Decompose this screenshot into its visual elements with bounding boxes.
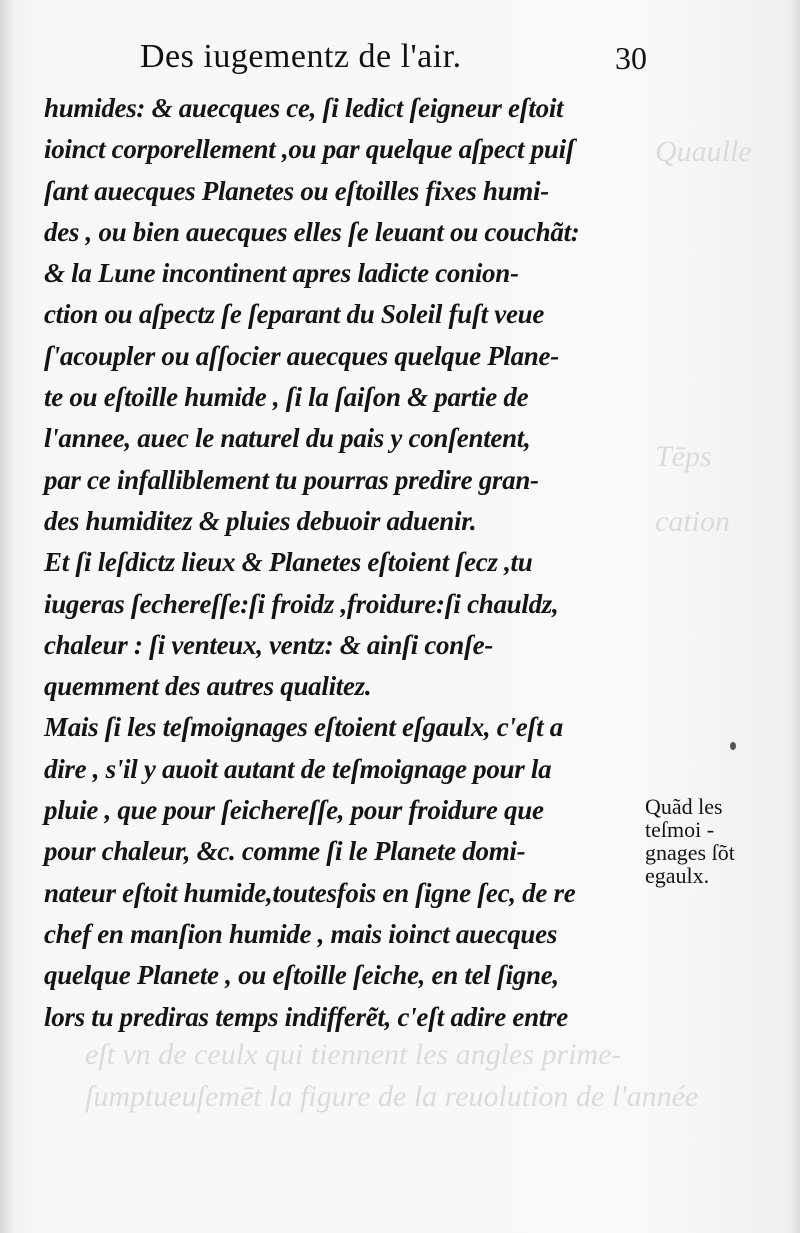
text-line: dire , s'il y auoit autant de teſmoignage pour la <box>44 753 552 784</box>
marginal-note-line: egaulx. <box>645 863 710 888</box>
text-line: des , ou bien auecques elles ſe leuant ou couchãt: <box>44 216 580 247</box>
text-line: & la Lune incontinent apres ladicte conion- <box>44 258 519 289</box>
text-line: humides: & auecques ce, ſi ledict ſeigneur eſtoit <box>44 93 564 123</box>
text-line: chef en manſion humide , mais ioinct auecques <box>44 918 558 949</box>
text-line: chaleur : ſi venteux, ventz: & ainſi conſe- <box>44 629 494 660</box>
text-line: te ou eſtoille humide , ſi la ſaiſon & partie de <box>44 382 529 413</box>
show-through-text: Quaulle <box>655 135 752 168</box>
text-line: lors tu prediras temps indifferẽt, c'eſt adire entre <box>44 1001 568 1032</box>
text-line: ſant auecques Planetes ou eſtoilles fixes humi- <box>44 175 549 206</box>
text-line: Et ſi leſdictz lieux & Planetes eſtoient ſecz ,tu <box>44 547 533 578</box>
marginal-note-line: teſmoi - <box>645 817 715 842</box>
text-line: pour chaleur, &c. comme ſi le Planete domi- <box>44 836 526 867</box>
show-through-text: cation <box>655 505 730 538</box>
page-number: 30 <box>615 40 647 76</box>
text-line: des humiditez & pluies debuoir aduenir. <box>44 505 477 536</box>
text-line: pluie , que pour ſeichereſſe, pour froidure que <box>44 795 544 826</box>
text-line: quemment des autres qualitez. <box>44 671 372 702</box>
marginal-note-line: gnages ſõt <box>645 840 735 865</box>
text-line: quelque Planete , ou eſtoille ſeiche, en tel ſigne, <box>44 960 559 991</box>
text-line: l'annee, auec le naturel du pais y conſentent, <box>44 423 531 454</box>
text-line: ioinct corporellement ,ou par quelque aſpect puiſ <box>44 134 575 165</box>
text-line: ſ'acoupler ou aſſocier auecques quelque Plane- <box>44 340 559 371</box>
show-through-text: Tēps <box>655 440 712 473</box>
text-line: nateur eſtoit humide,toutesfois en ſigne ſec, de re <box>44 877 576 908</box>
show-through-text: eſt vn de ceulx qui tiennent les angles prime- <box>85 1038 622 1071</box>
text-line: Mais ſi les teſmoignages eſtoient eſgaulx, c'eſt a <box>44 712 563 743</box>
show-through-text: ſumptueuſemēt la figure de la reuolution de l'année <box>85 1080 699 1113</box>
text-line: ction ou aſpectz ſe ſeparant du Soleil fuſt veue <box>44 299 545 330</box>
running-title: Des iugementz de l'air. <box>140 38 462 75</box>
marginal-note <box>645 795 795 887</box>
text-line: iugeras ſechereſſe:ſi froidz ,froidure:ſi chauldz, <box>44 588 559 619</box>
marginal-note-line: Quãd les <box>645 794 723 819</box>
ink-spot <box>730 742 736 750</box>
text-line: par ce infalliblement tu pourras predire gran- <box>44 464 539 495</box>
main-text-block <box>44 88 644 1038</box>
